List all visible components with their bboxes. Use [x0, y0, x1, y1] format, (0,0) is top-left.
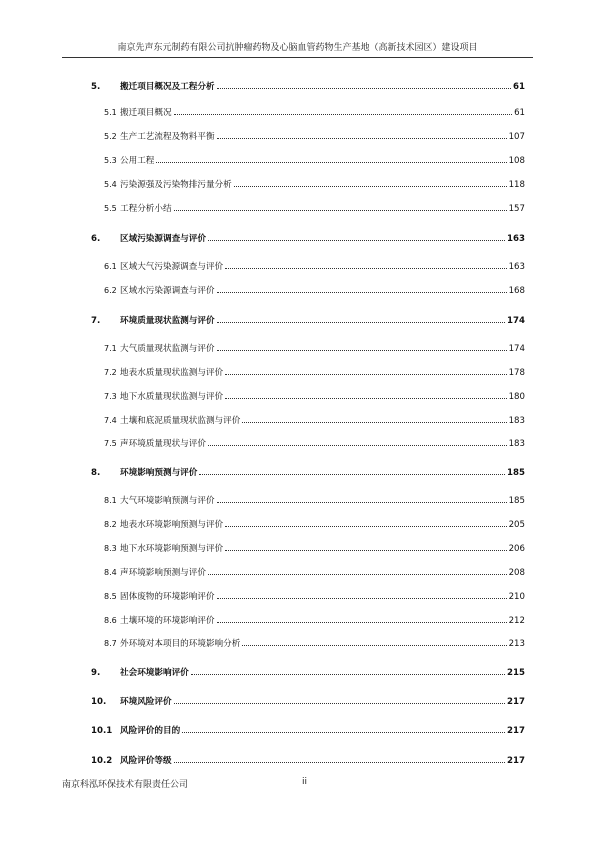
- toc-entry-page: 108: [508, 156, 525, 166]
- toc-entry-title: 地表水环境影响预测与评价: [120, 520, 224, 530]
- toc-entry-page: 174: [508, 344, 525, 354]
- toc-entry-title: 社会环境影响评价: [120, 668, 189, 678]
- toc-dot-leader: [217, 622, 507, 623]
- toc-entry-page: 180: [508, 392, 525, 402]
- toc-entry-number: 5.3: [104, 156, 117, 165]
- toc-entry-title: 环境质量现状监测与评价: [120, 316, 215, 326]
- toc-entry-title: 生产工艺流程及物料平衡: [120, 132, 215, 142]
- toc-entry-number: 7.1: [104, 344, 117, 353]
- toc-entry-number: 6.2: [104, 286, 117, 295]
- toc-dot-leader: [234, 186, 507, 187]
- toc-entry-title: 环境风险评价: [120, 697, 172, 707]
- toc-entry-page: 163: [508, 262, 525, 272]
- toc-dot-leader: [225, 374, 506, 375]
- toc-entry-page: 185: [508, 496, 525, 506]
- toc-entry-title: 大气环境影响预测与评价: [120, 496, 215, 506]
- toc-entry-number: 7.5: [104, 439, 117, 448]
- toc-entry-number: 8.2: [104, 520, 117, 529]
- toc-entry-title: 固体废物的环境影响评价: [120, 592, 215, 602]
- toc-entry[interactable]: [91, 366, 525, 380]
- toc-entry-number: 5.1: [104, 108, 117, 117]
- toc-entry[interactable]: [91, 80, 525, 94]
- toc-entry-page: 208: [508, 568, 525, 578]
- toc-entry[interactable]: [91, 414, 525, 428]
- toc-entry[interactable]: [91, 232, 525, 246]
- toc-dot-leader: [174, 210, 507, 211]
- toc-entry-title: 土壤环境的环境影响评价: [120, 616, 215, 626]
- toc-dot-leader: [217, 292, 507, 293]
- toc-dot-leader: [191, 674, 505, 675]
- toc-dot-leader: [174, 114, 512, 115]
- toc-entry-title: 大气质量现状监测与评价: [120, 344, 215, 354]
- toc-entry-page: 206: [508, 544, 525, 554]
- toc-entry-number: 10.1: [91, 726, 113, 736]
- footer-page-number: ii: [302, 777, 308, 787]
- toc-entry-title: 公用工程: [120, 156, 155, 166]
- toc-entry[interactable]: [91, 590, 525, 604]
- toc-entry[interactable]: [91, 466, 525, 480]
- toc-entry-page: 157: [508, 204, 525, 214]
- toc-entry-page: 107: [508, 132, 525, 142]
- toc-entry-number: 8.3: [104, 544, 117, 553]
- toc-entry-number: 5.4: [104, 180, 117, 189]
- toc-dot-leader: [217, 350, 507, 351]
- toc-entry-title: 风险评价的目的: [120, 726, 181, 736]
- toc-entry-page: 178: [508, 368, 525, 378]
- toc-entry-number: 8.: [91, 468, 101, 478]
- toc-entry-page: 205: [508, 520, 525, 530]
- toc-entry-page: 215: [507, 668, 525, 678]
- toc-entry-page: 61: [513, 82, 525, 92]
- toc-entry[interactable]: [91, 437, 525, 451]
- toc-entry-number: 5.2: [104, 132, 117, 141]
- toc-entry-title: 外环境对本项目的环境影响分析: [120, 639, 241, 649]
- toc-entry-page: 118: [508, 180, 525, 190]
- toc-entry-page: 185: [507, 468, 525, 478]
- toc-dot-leader: [217, 138, 507, 139]
- footer-company: 南京科泓环保技术有限责任公司: [62, 780, 189, 790]
- toc-entry-title: 风险评价等级: [120, 756, 172, 766]
- toc-entry-title: 工程分析小结: [120, 204, 172, 214]
- toc-entry-number: 5.5: [104, 204, 117, 213]
- toc-entry[interactable]: [91, 518, 525, 532]
- toc-entry-page: 174: [507, 316, 525, 326]
- toc-entry-number: 8.1: [104, 496, 117, 505]
- toc-entry-number: 8.6: [104, 616, 117, 625]
- toc-entry-title: 搬迁项目概况: [120, 108, 172, 118]
- toc-dot-leader: [174, 762, 505, 763]
- toc-dot-leader: [217, 88, 511, 89]
- toc-entry-number: 9.: [91, 668, 101, 678]
- toc-entry-title: 区域水污染源调查与评价: [120, 286, 215, 296]
- toc-entry-number: 7.4: [104, 416, 117, 425]
- toc-entry-title: 声环境影响预测与评价: [120, 568, 206, 578]
- toc-dot-leader: [182, 732, 505, 733]
- toc-dot-leader: [242, 422, 506, 423]
- toc-entry[interactable]: [91, 542, 525, 556]
- toc-entry-title: 地表水质量现状监测与评价: [120, 368, 224, 378]
- toc-entry[interactable]: [91, 178, 525, 192]
- toc-dot-leader: [217, 502, 507, 503]
- toc-entry-number: 10.2: [91, 756, 113, 766]
- toc-entry-number: 7.2: [104, 368, 117, 377]
- toc-entry-page: 210: [508, 592, 525, 602]
- toc-entry-title: 搬迁项目概况及工程分析: [120, 82, 215, 92]
- toc-entry-number: 10.: [91, 697, 107, 707]
- toc-entry[interactable]: [91, 566, 525, 580]
- toc-dot-leader: [225, 550, 506, 551]
- toc-entry-page: 183: [508, 416, 525, 426]
- toc-entry[interactable]: [91, 260, 525, 274]
- toc-entry[interactable]: [91, 154, 525, 168]
- toc-entry-page: 217: [507, 697, 525, 707]
- toc-entry-page: 213: [508, 639, 525, 649]
- toc-entry-page: 163: [507, 234, 525, 244]
- toc-entry-title: 地下水环境影响预测与评价: [120, 544, 224, 554]
- toc-entry-page: 183: [508, 439, 525, 449]
- toc-entry[interactable]: [91, 202, 525, 216]
- toc-dot-leader: [225, 268, 506, 269]
- toc-entry-number: 6.: [91, 234, 101, 244]
- toc-entry[interactable]: [91, 666, 525, 680]
- toc-dot-leader: [217, 598, 507, 599]
- toc-entry-number: 6.1: [104, 262, 117, 271]
- toc-dot-leader: [156, 162, 506, 163]
- toc-entry[interactable]: [91, 695, 525, 709]
- toc-entry-title: 环境影响预测与评价: [120, 468, 198, 478]
- toc-entry[interactable]: [91, 106, 525, 120]
- toc-entry-number: 7.: [91, 316, 101, 326]
- toc-dot-leader: [217, 322, 506, 323]
- toc-entry-title: 地下水质量现状监测与评价: [120, 392, 224, 402]
- toc-entry-title: 区域大气污染源调查与评价: [120, 262, 224, 272]
- toc-entry-number: 8.7: [104, 639, 117, 648]
- toc-entry[interactable]: [91, 390, 525, 404]
- toc-entry[interactable]: [91, 284, 525, 298]
- toc-dot-leader: [225, 526, 506, 527]
- page-header: 南京先声东元制药有限公司抗肿瘤药物及心脑血管药物生产基地（高新技术园区）建设项目: [117, 43, 478, 53]
- toc-entry[interactable]: [91, 130, 525, 144]
- toc-entry-title: 污染源强及污染物排污量分析: [120, 180, 232, 190]
- toc-entry[interactable]: [91, 754, 525, 768]
- toc-dot-leader: [208, 445, 507, 446]
- toc-entry-number: 8.4: [104, 568, 117, 577]
- toc-entry-page: 168: [508, 286, 525, 296]
- toc-entry-title: 土壤和底泥质量现状监测与评价: [120, 416, 241, 426]
- toc-dot-leader: [208, 574, 507, 575]
- toc-dot-leader: [242, 645, 506, 646]
- toc-entry[interactable]: [91, 342, 525, 356]
- toc-entry-number: 5.: [91, 82, 101, 92]
- toc-entry-number: 7.3: [104, 392, 117, 401]
- toc-entry[interactable]: [91, 314, 525, 328]
- toc-entry-title: 区域污染源调查与评价: [120, 234, 206, 244]
- toc-entry[interactable]: [91, 637, 525, 651]
- toc-dot-leader: [199, 474, 505, 475]
- toc-dot-leader: [174, 703, 505, 704]
- toc-dot-leader: [225, 398, 506, 399]
- toc-entry[interactable]: [91, 724, 525, 738]
- toc-entry-page: 212: [508, 616, 525, 626]
- toc-dot-leader: [208, 240, 505, 241]
- toc-entry-number: 8.5: [104, 592, 117, 601]
- toc-entry-page: 217: [507, 726, 525, 736]
- toc-entry[interactable]: [91, 614, 525, 628]
- toc-entry[interactable]: [91, 494, 525, 508]
- toc-entry-page: 61: [514, 108, 525, 118]
- toc-entry-page: 217: [507, 756, 525, 766]
- toc-entry-title: 声环境质量现状与评价: [120, 439, 206, 449]
